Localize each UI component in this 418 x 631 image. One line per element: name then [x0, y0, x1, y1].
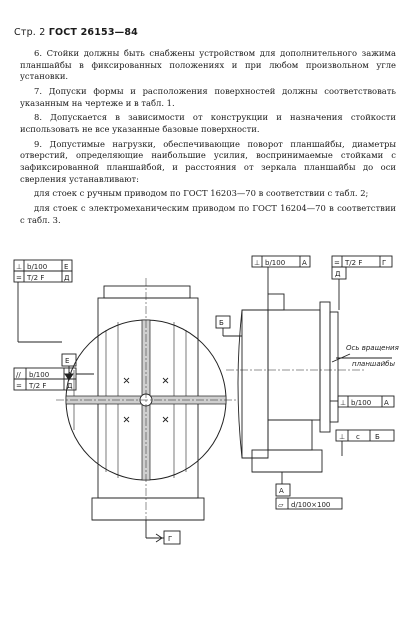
drawing-svg — [6, 250, 414, 610]
datum-a: А — [279, 487, 284, 495]
paragraph-6: 6. Стойки должны быть снабжены устройством для дополнительного зажима планшайбы в фиксированных положениях и при любом произвольном угле установки. — [20, 48, 396, 82]
frame-tc-datum: А — [302, 259, 307, 267]
paragraph-9-manual: для стоек с ручным приводом по ГОСТ 16203—70 в соответствии с табл. 2; — [34, 188, 369, 199]
frame-rb-value: c — [356, 433, 360, 441]
frame-rb-datum: Б — [375, 433, 380, 441]
page-header — [14, 27, 138, 38]
frame-tc-symbol: ⊥ — [254, 259, 261, 267]
frame-bot-value: d/100×100 — [291, 501, 331, 509]
frame-tl2-symbol: = — [16, 274, 22, 282]
frame-rm-value: b/100 — [351, 399, 372, 407]
frame-rm-symbol: ⊥ — [340, 399, 347, 407]
frame-l1-value: b/100 — [29, 371, 50, 379]
frame-tl-symbol: ⊥ — [16, 263, 23, 271]
datum-d-right: Д — [335, 270, 341, 278]
frame-rb-symbol: ⊥ — [339, 433, 346, 441]
frame-l2-symbol: = — [16, 382, 22, 390]
axis-label-2: планшайбы — [352, 360, 396, 368]
frame-tl-value: b/100 — [27, 263, 48, 271]
frame-l2-datum: Д — [67, 382, 73, 390]
frame-tc-value: b/100 — [265, 259, 286, 267]
page-number: Стр. 2 — [14, 27, 46, 38]
paragraph-9-electro: для стоек с электромеханическим приводом по ГОСТ 16204—70 в соответствии с табл. 3. — [20, 203, 396, 225]
paragraph-8: 8. Допускается в зависимости от конструкции и назначения стойкости использовать не все указанные базовые поверхности. — [20, 112, 396, 134]
datum-e: Е — [65, 357, 70, 365]
document-body — [20, 48, 396, 229]
technical-drawing — [6, 250, 414, 614]
frame-rm-datum: А — [384, 399, 389, 407]
datum-g: Г — [168, 535, 173, 543]
frame-tr-symbol: = — [334, 259, 340, 267]
frame-tr-datum: Г — [382, 259, 387, 267]
frame-tl2-value: T/2 F — [27, 274, 45, 282]
frame-l1-symbol: // — [16, 371, 21, 379]
frame-bot-symbol: ▱ — [278, 501, 284, 509]
frame-l1-datum: А — [67, 371, 72, 379]
datum-b: Б — [219, 319, 224, 327]
frame-l2-value: T/2 F — [29, 382, 47, 390]
frame-tl-datum: E — [64, 263, 69, 271]
paragraph-7: 7. Допуски формы и расположения поверхностей должны соответствовать указанным на чертеже и в табл. 1. — [20, 85, 396, 108]
frame-tr-value: T/2 F — [345, 259, 363, 267]
standard-code: ГОСТ 26153—84 — [48, 27, 138, 38]
axis-label-1: Ось вращения — [346, 344, 399, 352]
paragraph-9: 9. Допустимые нагрузки, обеспечивающие поворот планшайбы, диаметры отверстий, определяющие наибольшие усилия, воспринимаемые стойками с зафиксированной планшайбой, и расстояния от зеркала планшайбы до оси сверления устанавливают: — [20, 138, 396, 184]
frame-tl2-datum: Д — [64, 274, 70, 282]
